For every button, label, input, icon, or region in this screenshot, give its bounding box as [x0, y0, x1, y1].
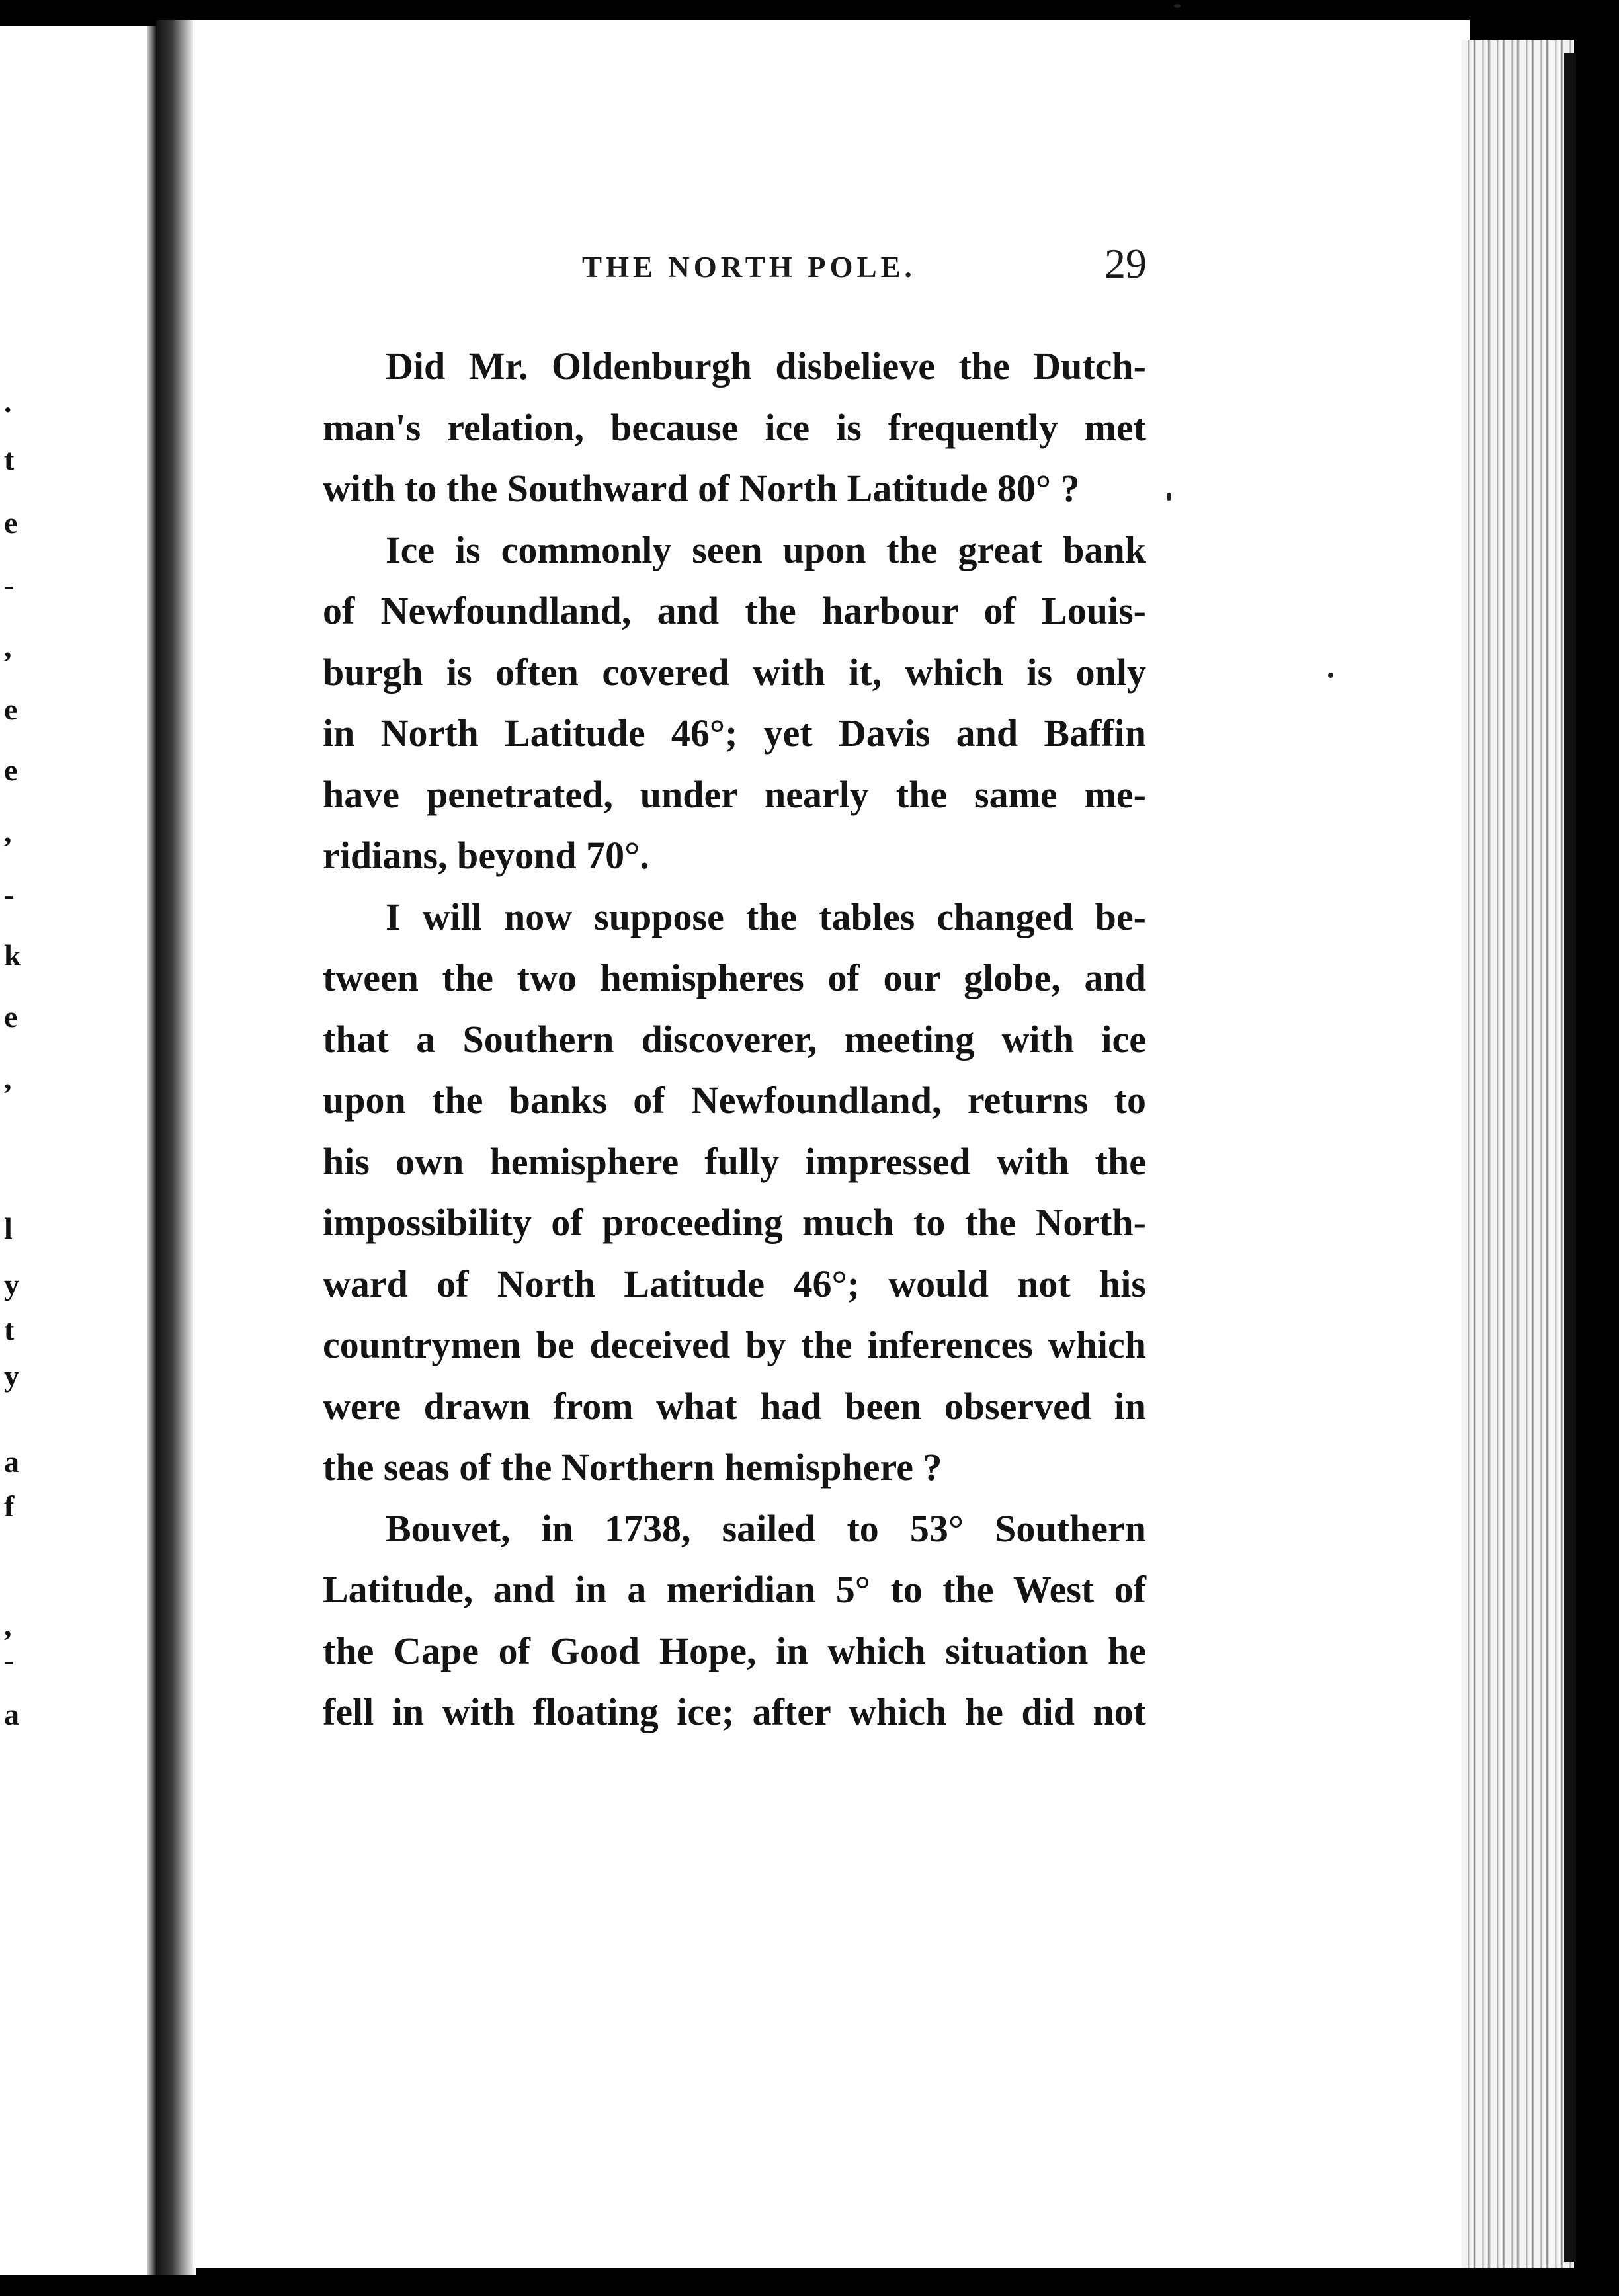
facing-page-fragment: [0, 26, 156, 2275]
page-edges-stack: [1462, 40, 1574, 2268]
left-fragment-char: e: [4, 506, 18, 540]
text-line: the seas of the Northern hemisphere ?: [323, 1446, 942, 1489]
text-line: Did Mr. Oldenburgh disbelieve the Dutch-: [386, 345, 1146, 388]
left-fragment-char: ,: [4, 1061, 12, 1095]
left-fragment-char: ,: [4, 815, 12, 848]
text-line: tween the two hemispheres of our globe, and: [323, 956, 1146, 999]
left-fragment-char: t: [4, 442, 15, 476]
paper-speck: [1328, 673, 1333, 678]
text-line: in North Latitude 46°; yet Davis and Baffin: [323, 712, 1146, 755]
scan-border: [1576, 0, 1619, 2296]
text-line: Ice is commonly seen upon the great bank: [386, 528, 1146, 571]
text-line: I will now suppose the tables changed be-: [386, 895, 1146, 938]
paper-speck: [1174, 4, 1181, 8]
text-line: were drawn from what had been observed in: [323, 1384, 1146, 1428]
left-fragment-char: -: [4, 568, 15, 602]
left-fragment-char: .: [4, 385, 12, 419]
left-fragment-char: k: [4, 938, 21, 972]
text-line: upon the banks of Newfoundland, returns to: [323, 1079, 1146, 1122]
left-fragment-char: f: [4, 1489, 15, 1523]
body-text: [323, 336, 1146, 1743]
text-line: the Cape of Good Hope, in which situation he: [323, 1629, 1146, 1672]
text-line: ward of North Latitude 46°; would not his: [323, 1262, 1146, 1305]
text-line: man's relation, because ice is frequently met: [323, 405, 1146, 449]
text-line: burgh is often covered with it, which is only: [323, 650, 1146, 694]
paragraph-1: [323, 336, 1146, 520]
left-fragment-char: l: [4, 1211, 13, 1245]
page-number: 29: [1104, 240, 1147, 287]
left-fragment-char: t: [4, 1313, 15, 1346]
text-line: countrymen be deceived by the inferences which: [323, 1323, 1146, 1366]
left-fragment-char: e: [4, 753, 18, 787]
paragraph-2: [323, 520, 1146, 887]
left-fragment-char: e: [4, 1000, 18, 1034]
left-fragment-char: ,: [4, 630, 12, 663]
page-edge-shadow: [1564, 53, 1576, 2262]
running-head: THE NORTH POLE.: [582, 251, 916, 284]
text-line: Bouvet, in 1738, sailed to 53° Southern: [386, 1506, 1146, 1550]
paragraph-3: [323, 887, 1146, 1498]
book-gutter-shadow: [156, 20, 196, 2275]
text-line: ridians, beyond 70°.: [323, 834, 649, 877]
left-fragment-char: a: [4, 1445, 19, 1479]
text-line: that a Southern discoverer, meeting with ice: [323, 1017, 1146, 1061]
left-fragment-char: -: [4, 1643, 15, 1677]
text-line: have penetrated, under nearly the same me-: [323, 772, 1146, 816]
paragraph-4: [323, 1498, 1146, 1743]
left-fragment-char: -: [4, 878, 15, 911]
text-line: fell in with floating ice; after which he did not: [323, 1690, 1146, 1733]
text-line: with to the Southward of North Latitude 80° ?: [323, 467, 1080, 510]
left-page-gutter: [147, 26, 156, 2275]
left-fragment-char: e: [4, 692, 18, 726]
left-fragment-char: a: [4, 1698, 19, 1731]
paper-speck: [1167, 493, 1171, 501]
text-line: his own hemisphere fully impressed with the: [323, 1139, 1146, 1183]
text-line: of Newfoundland, and the harbour of Louis-: [323, 589, 1146, 632]
left-fragment-char: y: [4, 1268, 19, 1301]
text-line: impossibility of proceeding much to the North-: [323, 1201, 1146, 1244]
left-fragment-char: y: [4, 1359, 19, 1393]
text-line: Latitude, and in a meridian 5° to the West of: [323, 1568, 1146, 1611]
left-fragment-char: ,: [4, 1608, 12, 1642]
